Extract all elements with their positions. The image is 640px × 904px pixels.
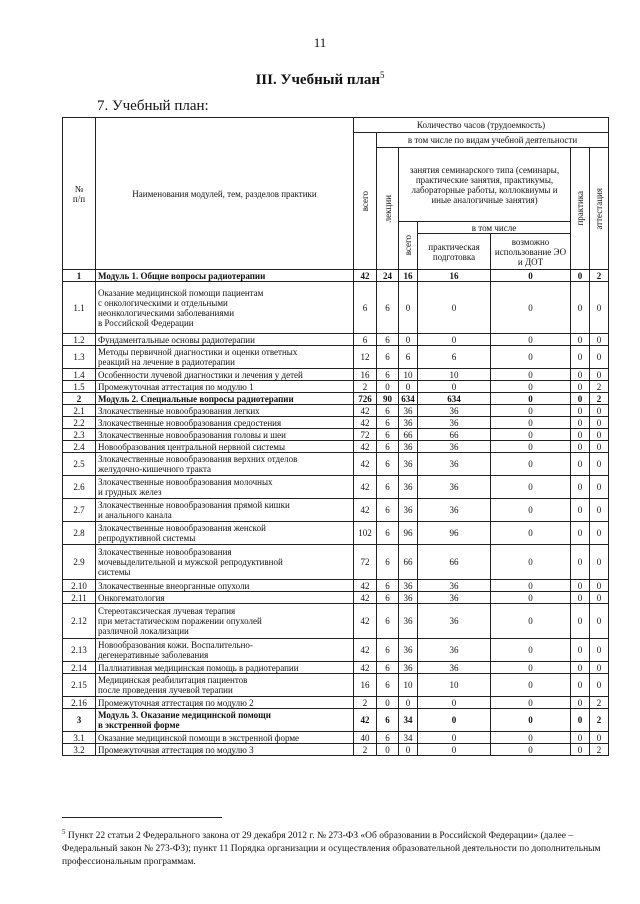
section-title xyxy=(0,70,640,89)
row-practical-training: 36 xyxy=(418,453,491,476)
row-attestation: 2 xyxy=(590,393,609,405)
row-total: 2 xyxy=(354,744,377,756)
row-seminars: 34 xyxy=(399,732,418,744)
row-total: 42 xyxy=(354,604,377,639)
row-practice: 0 xyxy=(571,270,590,282)
row-name: Промежуточная аттестация по модулю 1 xyxy=(96,381,354,393)
row-eo-dot: 0 xyxy=(491,381,571,393)
row-name: Модуль 3. Оказание медицинской помощи в экстренной форме xyxy=(96,709,354,732)
row-lectures: 0 xyxy=(377,381,399,393)
row-eo-dot: 0 xyxy=(491,417,571,429)
row-seminars: 0 xyxy=(399,697,418,709)
row-total: 16 xyxy=(354,674,377,697)
row-name: Злокачественные новообразования головы и шеи xyxy=(96,429,354,441)
row-number: 2.11 xyxy=(63,592,96,604)
row-total: 72 xyxy=(354,429,377,441)
row-practical-training: 0 xyxy=(418,697,491,709)
row-lectures: 6 xyxy=(377,417,399,429)
row-eo-dot: 0 xyxy=(491,744,571,756)
row-practice: 0 xyxy=(571,429,590,441)
footnote-separator xyxy=(62,817,222,818)
row-seminars: 96 xyxy=(399,522,418,545)
row-number: 1.1 xyxy=(63,282,96,334)
row-practical-training: 36 xyxy=(418,604,491,639)
row-attestation: 0 xyxy=(590,476,609,499)
row-number: 2.10 xyxy=(63,580,96,592)
row-lectures: 6 xyxy=(377,545,399,580)
row-seminars: 36 xyxy=(399,592,418,604)
row-attestation: 0 xyxy=(590,639,609,662)
row-seminars: 36 xyxy=(399,476,418,499)
row-lectures: 6 xyxy=(377,674,399,697)
row-total: 42 xyxy=(354,405,377,417)
row-number: 3 xyxy=(63,709,96,732)
row-total: 2 xyxy=(354,381,377,393)
header-including: в том числе xyxy=(418,222,571,234)
row-name: Злокачественные новообразования молочных и грудных желез xyxy=(96,476,354,499)
row-practical-training: 36 xyxy=(418,580,491,592)
row-eo-dot: 0 xyxy=(491,270,571,282)
row-number: 3.2 xyxy=(63,744,96,756)
row-number: 2.13 xyxy=(63,639,96,662)
header-name: Наименования модулей, тем, разделов практики xyxy=(96,118,354,270)
row-practical-training: 96 xyxy=(418,522,491,545)
row-lectures: 0 xyxy=(377,697,399,709)
row-lectures: 6 xyxy=(377,334,399,346)
row-practical-training: 36 xyxy=(418,592,491,604)
row-number: 2 xyxy=(63,393,96,405)
row-practice: 0 xyxy=(571,381,590,393)
row-lectures: 90 xyxy=(377,393,399,405)
row-lectures: 6 xyxy=(377,662,399,674)
table-row xyxy=(63,580,609,592)
footnote-reference[interactable]: 5 xyxy=(380,70,385,80)
row-practice: 0 xyxy=(571,545,590,580)
row-name: Модуль 1. Общие вопросы радиотерапии xyxy=(96,270,354,282)
footnote-text: Пункт 22 статьи 2 Федерального закона от 29 декабря 2012 г. № 273-ФЗ «Об образовании в Российской Федерации» (далее – Федеральный закон № 273-ФЗ); пункт 11 Порядка организации и осуществления образовательной деятельности по дополнительным профессиональным программам. xyxy=(62,831,601,868)
row-practice: 0 xyxy=(571,592,590,604)
row-eo-dot: 0 xyxy=(491,580,571,592)
row-lectures: 6 xyxy=(377,453,399,476)
table-row xyxy=(63,639,609,662)
row-attestation: 2 xyxy=(590,270,609,282)
row-seminars: 6 xyxy=(399,346,418,369)
row-number: 2.15 xyxy=(63,674,96,697)
header-lectures xyxy=(377,148,399,270)
row-lectures: 6 xyxy=(377,282,399,334)
row-number: 2.7 xyxy=(63,499,96,522)
row-total: 42 xyxy=(354,499,377,522)
row-practical-training: 0 xyxy=(418,732,491,744)
header-attestation-text: аттестация xyxy=(594,187,605,230)
row-seminars: 36 xyxy=(399,441,418,453)
row-practical-training: 66 xyxy=(418,429,491,441)
table-row xyxy=(63,674,609,697)
row-eo-dot: 0 xyxy=(491,639,571,662)
row-lectures: 6 xyxy=(377,405,399,417)
row-total: 6 xyxy=(354,282,377,334)
row-seminars: 36 xyxy=(399,604,418,639)
table-row xyxy=(63,499,609,522)
row-total: 42 xyxy=(354,662,377,674)
row-attestation: 0 xyxy=(590,417,609,429)
page-number: 11 xyxy=(313,35,327,50)
row-seminars: 10 xyxy=(399,674,418,697)
row-total: 42 xyxy=(354,270,377,282)
curriculum-body xyxy=(63,270,609,756)
row-total: 42 xyxy=(354,476,377,499)
row-name: Злокачественные новообразования прямой кишки и анального канала xyxy=(96,499,354,522)
row-name: Злокачественные новообразования средостения xyxy=(96,417,354,429)
row-total: 42 xyxy=(354,709,377,732)
table-row xyxy=(63,381,609,393)
row-total: 42 xyxy=(354,639,377,662)
row-practical-training: 36 xyxy=(418,476,491,499)
row-practice: 0 xyxy=(571,405,590,417)
row-lectures: 6 xyxy=(377,429,399,441)
row-eo-dot: 0 xyxy=(491,429,571,441)
row-number: 1.2 xyxy=(63,334,96,346)
row-practice: 0 xyxy=(571,744,590,756)
row-number: 2.9 xyxy=(63,545,96,580)
row-seminars: 0 xyxy=(399,744,418,756)
table-row xyxy=(63,604,609,639)
row-practical-training: 36 xyxy=(418,499,491,522)
row-practical-training: 10 xyxy=(418,674,491,697)
row-attestation: 0 xyxy=(590,346,609,369)
row-lectures: 6 xyxy=(377,369,399,381)
row-total: 2 xyxy=(354,697,377,709)
row-seminars: 10 xyxy=(399,369,418,381)
row-total: 40 xyxy=(354,732,377,744)
row-practical-training: 36 xyxy=(418,417,491,429)
row-attestation: 2 xyxy=(590,709,609,732)
row-seminars: 0 xyxy=(399,282,418,334)
row-seminars: 36 xyxy=(399,662,418,674)
plan-heading: 7. Учебный план: xyxy=(97,98,209,114)
row-practical-training: 0 xyxy=(418,744,491,756)
row-practice: 0 xyxy=(571,499,590,522)
row-name: Особенности лучевой диагностики и лечения у детей xyxy=(96,369,354,381)
row-attestation: 0 xyxy=(590,732,609,744)
header-attestation xyxy=(590,148,609,270)
row-seminars: 36 xyxy=(399,417,418,429)
row-practical-training: 36 xyxy=(418,405,491,417)
row-lectures: 6 xyxy=(377,522,399,545)
row-name: Паллиативная медицинская помощь в радиотерапии xyxy=(96,662,354,674)
table-row xyxy=(63,429,609,441)
row-lectures: 6 xyxy=(377,499,399,522)
row-practice: 0 xyxy=(571,417,590,429)
header-total-text: всего xyxy=(360,190,370,212)
row-practice: 0 xyxy=(571,580,590,592)
row-seminars: 36 xyxy=(399,499,418,522)
row-practice: 0 xyxy=(571,369,590,381)
row-eo-dot: 0 xyxy=(491,674,571,697)
row-name: Злокачественные новообразования женской репродуктивной системы xyxy=(96,522,354,545)
row-practical-training: 0 xyxy=(418,282,491,334)
row-lectures: 6 xyxy=(377,592,399,604)
row-seminars: 36 xyxy=(399,405,418,417)
row-number: 2.4 xyxy=(63,441,96,453)
row-total: 16 xyxy=(354,369,377,381)
row-eo-dot: 0 xyxy=(491,476,571,499)
row-seminars: 36 xyxy=(399,580,418,592)
row-total: 102 xyxy=(354,522,377,545)
row-attestation: 0 xyxy=(590,334,609,346)
row-total: 72 xyxy=(354,545,377,580)
row-eo-dot: 0 xyxy=(491,522,571,545)
curriculum-table xyxy=(62,117,609,756)
table-row xyxy=(63,744,609,756)
row-eo-dot: 0 xyxy=(491,697,571,709)
table-row xyxy=(63,369,609,381)
row-attestation: 0 xyxy=(590,453,609,476)
row-total: 726 xyxy=(354,393,377,405)
row-total: 6 xyxy=(354,334,377,346)
row-practical-training: 6 xyxy=(418,346,491,369)
row-name: Фундаментальные основы радиотерапии xyxy=(96,334,354,346)
row-attestation: 0 xyxy=(590,499,609,522)
header-seminar-total xyxy=(399,222,418,270)
row-attestation: 0 xyxy=(590,441,609,453)
header-number: № п/п xyxy=(63,118,96,270)
header-practice-text: практика xyxy=(575,191,585,226)
row-attestation: 0 xyxy=(590,545,609,580)
row-practical-training: 36 xyxy=(418,639,491,662)
header-eo-dot: возможно использование ЭО и ДОТ xyxy=(491,234,571,270)
table-row xyxy=(63,732,609,744)
row-practical-training: 36 xyxy=(418,662,491,674)
row-name: Новообразования центральной нервной системы xyxy=(96,441,354,453)
row-eo-dot: 0 xyxy=(491,545,571,580)
row-name: Промежуточная аттестация по модулю 2 xyxy=(96,697,354,709)
row-name: Промежуточная аттестация по модулю 3 xyxy=(96,744,354,756)
row-eo-dot: 0 xyxy=(491,334,571,346)
row-name: Оказание медицинской помощи пациентам с онкологическими и отдельными неонкологическими заболеваниями в Российской Федерации xyxy=(96,282,354,334)
row-practice: 0 xyxy=(571,346,590,369)
row-practice: 0 xyxy=(571,522,590,545)
row-lectures: 24 xyxy=(377,270,399,282)
row-total: 42 xyxy=(354,417,377,429)
row-attestation: 2 xyxy=(590,744,609,756)
row-name: Медицинская реабилитация пациентов после проведения лучевой терапии xyxy=(96,674,354,697)
row-number: 1.3 xyxy=(63,346,96,369)
row-number: 2.12 xyxy=(63,604,96,639)
row-eo-dot: 0 xyxy=(491,662,571,674)
row-practice: 0 xyxy=(571,393,590,405)
row-attestation: 0 xyxy=(590,604,609,639)
header-hours: Количество часов (трудоемкость) xyxy=(354,118,609,133)
row-name: Злокачественные новообразования легких xyxy=(96,405,354,417)
row-practical-training: 634 xyxy=(418,393,491,405)
row-total: 42 xyxy=(354,592,377,604)
row-seminars: 36 xyxy=(399,639,418,662)
row-name: Злокачественные внеорганные опухоли xyxy=(96,580,354,592)
row-attestation: 0 xyxy=(590,592,609,604)
row-name: Новообразования кожи. Воспалительно- дегенеративные заболевания xyxy=(96,639,354,662)
table-row xyxy=(63,405,609,417)
table-row xyxy=(63,282,609,334)
row-number: 2.1 xyxy=(63,405,96,417)
row-practice: 0 xyxy=(571,674,590,697)
section-title-text: III. Учебный план xyxy=(255,72,381,88)
row-name: Онкогематология xyxy=(96,592,354,604)
table-row xyxy=(63,270,609,282)
row-attestation: 0 xyxy=(590,522,609,545)
row-lectures: 6 xyxy=(377,441,399,453)
header-practice xyxy=(571,148,590,270)
row-number: 2.3 xyxy=(63,429,96,441)
row-number: 1.4 xyxy=(63,369,96,381)
row-eo-dot: 0 xyxy=(491,282,571,334)
table-row xyxy=(63,697,609,709)
header-seminar-total-text: всего xyxy=(403,235,413,256)
header-seminars: занятия семинарского типа (семинары, практические занятия, практикумы, лабораторные работы, коллоквиумы и иные аналогичные занятия) xyxy=(399,148,571,222)
row-lectures: 6 xyxy=(377,580,399,592)
row-attestation: 0 xyxy=(590,282,609,334)
row-seminars: 36 xyxy=(399,453,418,476)
row-seminars: 0 xyxy=(399,381,418,393)
table-row xyxy=(63,709,609,732)
row-total: 42 xyxy=(354,580,377,592)
row-eo-dot: 0 xyxy=(491,604,571,639)
table-row xyxy=(63,662,609,674)
row-attestation: 2 xyxy=(590,381,609,393)
row-lectures: 0 xyxy=(377,744,399,756)
row-lectures: 6 xyxy=(377,732,399,744)
header-total xyxy=(354,133,377,270)
row-name: Методы первичной диагностики и оценки ответных реакций на лечение в радиотерапии xyxy=(96,346,354,369)
footnote xyxy=(62,826,610,869)
row-seminars: 66 xyxy=(399,545,418,580)
footnote-mark: 5 xyxy=(62,828,66,836)
row-practice: 0 xyxy=(571,732,590,744)
row-attestation: 0 xyxy=(590,405,609,417)
row-total: 42 xyxy=(354,453,377,476)
row-practical-training: 0 xyxy=(418,709,491,732)
row-practice: 0 xyxy=(571,334,590,346)
row-lectures: 6 xyxy=(377,604,399,639)
row-seminars: 634 xyxy=(399,393,418,405)
row-eo-dot: 0 xyxy=(491,499,571,522)
row-practice: 0 xyxy=(571,441,590,453)
row-practice: 0 xyxy=(571,282,590,334)
table-row xyxy=(63,441,609,453)
row-practice: 0 xyxy=(571,476,590,499)
table-row xyxy=(63,545,609,580)
table-row xyxy=(63,334,609,346)
row-practice: 0 xyxy=(571,604,590,639)
row-practice: 0 xyxy=(571,697,590,709)
row-practical-training: 0 xyxy=(418,334,491,346)
row-practical-training: 0 xyxy=(418,381,491,393)
row-total: 12 xyxy=(354,346,377,369)
row-eo-dot: 0 xyxy=(491,405,571,417)
row-number: 2.16 xyxy=(63,697,96,709)
row-number: 2.14 xyxy=(63,662,96,674)
table-row xyxy=(63,417,609,429)
row-number: 2.2 xyxy=(63,417,96,429)
row-seminars: 34 xyxy=(399,709,418,732)
row-number: 2.5 xyxy=(63,453,96,476)
table-row xyxy=(63,453,609,476)
row-practice: 0 xyxy=(571,662,590,674)
table-row xyxy=(63,592,609,604)
row-lectures: 6 xyxy=(377,346,399,369)
row-eo-dot: 0 xyxy=(491,453,571,476)
row-practical-training: 36 xyxy=(418,441,491,453)
row-practice: 0 xyxy=(571,639,590,662)
row-practice: 0 xyxy=(571,709,590,732)
row-attestation: 0 xyxy=(590,662,609,674)
table-row xyxy=(63,346,609,369)
row-total: 42 xyxy=(354,441,377,453)
row-number: 2.6 xyxy=(63,476,96,499)
table-row xyxy=(63,476,609,499)
row-number: 3.1 xyxy=(63,732,96,744)
row-eo-dot: 0 xyxy=(491,369,571,381)
row-eo-dot: 0 xyxy=(491,592,571,604)
row-practice: 0 xyxy=(571,453,590,476)
row-practical-training: 66 xyxy=(418,545,491,580)
row-practical-training: 16 xyxy=(418,270,491,282)
row-attestation: 0 xyxy=(590,674,609,697)
row-number: 1 xyxy=(63,270,96,282)
row-name: Злокачественные новообразования верхних отделов желудочно-кишечного тракта xyxy=(96,453,354,476)
row-attestation: 2 xyxy=(590,697,609,709)
row-seminars: 66 xyxy=(399,429,418,441)
row-eo-dot: 0 xyxy=(491,709,571,732)
row-seminars: 16 xyxy=(399,270,418,282)
row-lectures: 6 xyxy=(377,709,399,732)
row-name: Злокачественные новообразования мочевыделительной и мужской репродуктивной системы xyxy=(96,545,354,580)
row-attestation: 0 xyxy=(590,429,609,441)
header-by-type: в том числе по видам учебной деятельности xyxy=(377,133,609,148)
row-eo-dot: 0 xyxy=(491,441,571,453)
row-number: 2.8 xyxy=(63,522,96,545)
row-eo-dot: 0 xyxy=(491,393,571,405)
row-attestation: 0 xyxy=(590,580,609,592)
table-row xyxy=(63,393,609,405)
row-attestation: 0 xyxy=(590,369,609,381)
row-eo-dot: 0 xyxy=(491,732,571,744)
row-seminars: 0 xyxy=(399,334,418,346)
header-practical-training: практическая подготовка xyxy=(418,234,491,270)
header-lectures-text: лекции xyxy=(382,194,393,223)
row-number: 1.5 xyxy=(63,381,96,393)
row-name: Стереотаксическая лучевая терапия при метастатическом поражении опухолей различной локализации xyxy=(96,604,354,639)
row-name: Оказание медицинской помощи в экстренной форме xyxy=(96,732,354,744)
row-lectures: 6 xyxy=(377,639,399,662)
row-lectures: 6 xyxy=(377,476,399,499)
row-name: Модуль 2. Специальные вопросы радиотерапии xyxy=(96,393,354,405)
row-practical-training: 10 xyxy=(418,369,491,381)
table-row xyxy=(63,522,609,545)
row-eo-dot: 0 xyxy=(491,346,571,369)
